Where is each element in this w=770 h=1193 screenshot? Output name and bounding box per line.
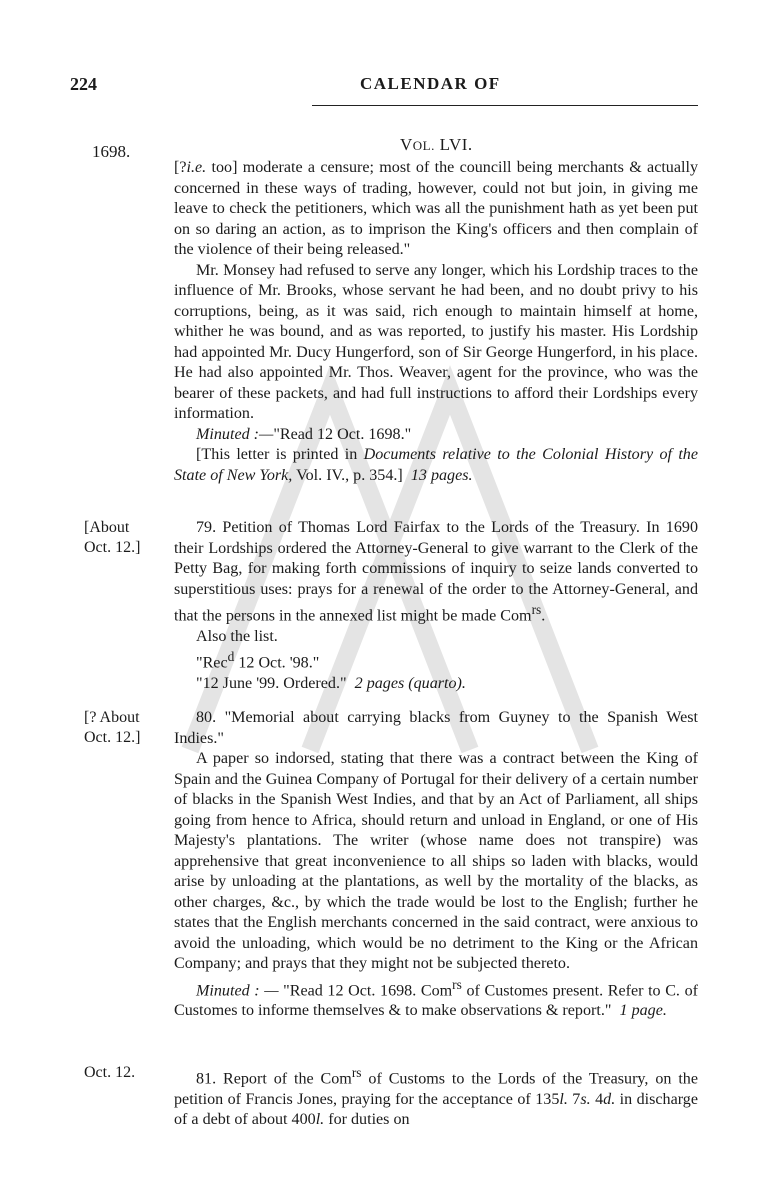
entry-81-date: Oct. 12. (84, 1064, 136, 1081)
entry-80-minuted: Minuted : — "Read 12 Oct. 1698. Com$^{rs}$ of Customes present. Refer to C. of Customes to informe themselves & to make observations & report." 1 page. (174, 976, 698, 1020)
continuation-paragraph-2: Mr. Monsey had refused to serve any longer, which his Lordship traces to the influence of Mr. Brooks, whose servant he had been, and no doubt privy to his corruptions, being, as it was said, rich enough to maintain himself at home, whither he was bound, and as was reported, to justify his master. His Lordship had appointed Mr. Ducy Hungerford, son of Sir George Hungerford, in his place. He had also appointed Mr. Thos. Weaver, agent for the province, who was the bearer of these packets, and had full instructions to afford their Lordships every information. (174, 261, 698, 422)
continuation-paragraph: [?i.e. too] moderate a censure; most of the councill being merchants & actually concerned in these ways of trading, however, could not but join, in giving me leave to check the petitioners, which was all the punishment hath as yet been put on so daring an action, as to imprison the King's officers and then complain of the violence of their being released." (174, 159, 698, 258)
entry-80-title: 80. "Memorial about carrying blacks from Guyney to the Spanish West Indies." (174, 709, 698, 747)
entry-79-received: "Rec$^d$ 12 Oct. '98." (196, 649, 320, 672)
entry-80-date: [? About Oct. 12.] (84, 709, 141, 746)
entry-79-date: [About Oct. 12.] (84, 519, 141, 556)
entry-79-also: Also the list. (196, 627, 278, 645)
entry-80-body: A paper so indorsed, stating that there was a contract between the King of Spain and the Guinea Company of Portugal for their delivery of a certain number of blacks in the Spanish West Indies, and that by an Act of Parliament, all ships going from hence to Africa, should return and unload in England, or one of His Majesty's plantations. The writer (whose name does not transpire) was apprehensive that great inconvenience to all ships so laden with blacks, would arise by unloading at the plantations, as well by the mortality of the blacks, as other charges, &c., by which the trade would be lost to the English; further he states that the English merchants concerned in the said contract, were anxious to avoid the unloading, which would be no detriment to the King or the African Company; and prays that they might not be subjected thereto. (174, 750, 698, 972)
volume-heading: VOL. LVI. (400, 135, 473, 154)
running-head: CALENDAR OF (360, 74, 501, 93)
entry-81-text: 81. Report of the Com$^{rs}$ of Customs to the Lords of the Treasury, on the petition of Francis Jones, praying for the acceptance of 135l. 7s. 4d. in discharge of a debt of about 400l. for duties on (174, 1065, 698, 1129)
minuted-note: Minuted :—"Read 12 Oct. 1698." (196, 425, 412, 443)
entry-79-text: 79. Petition of Thomas Lord Fairfax to the Lords of the Treasury. In 1690 their Lordships ordered the Attorney-General to give warrant to the Clerk of the Petty Bag, for making forth commissions of inquiry to seize lands converted to superstitious uses: prays for a renewal of the order to the Attorney-General, and that the persons in the annexed list might be made Com$^{rs}$. (174, 519, 698, 625)
margin-year: 1698. (92, 142, 131, 161)
header-rule (312, 105, 698, 106)
printed-reference: [This letter is printed in Documents relative to the Colonial History of the State of New York, Vol. IV., p. 354.] 13 pages. (174, 446, 698, 484)
entry-79-ordered: "12 June '99. Ordered." 2 pages (quarto). (196, 675, 466, 693)
page-number: 224 (70, 74, 97, 94)
